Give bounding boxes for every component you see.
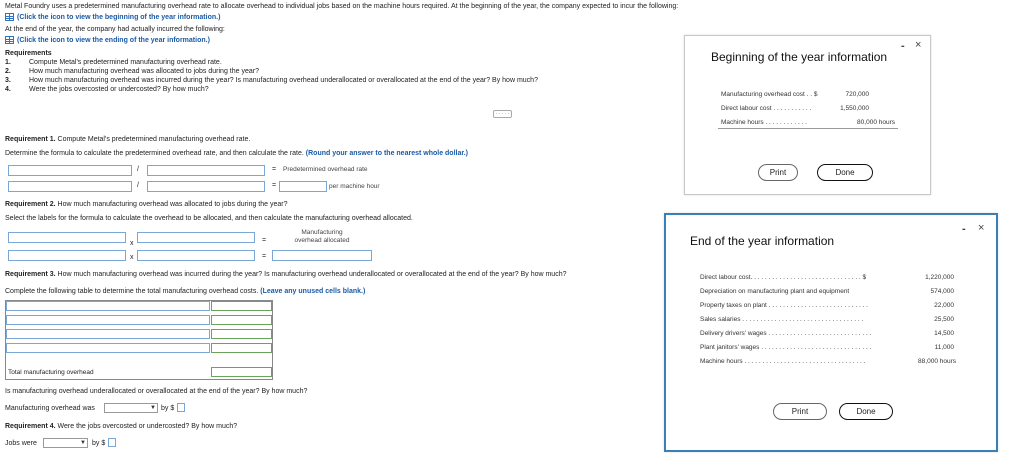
req4-answer-label: Jobs were xyxy=(5,440,37,447)
over-under-dropdown[interactable] xyxy=(104,403,158,413)
info-row-value: 88,000 hours xyxy=(918,358,956,365)
info-row-label: Direct labour cost . . . . . . . . . . . xyxy=(721,105,812,112)
close-icon[interactable]: × xyxy=(978,222,985,234)
req1-instructions: Determine the formula to calculate the predetermined overhead rate, and then calculate the rate. (Round your answer to the nearest whole dollar.) xyxy=(5,150,468,157)
over-under-costed-dropdown[interactable] xyxy=(43,438,88,448)
table-row[interactable] xyxy=(211,301,272,311)
table-row[interactable] xyxy=(211,329,272,339)
info-row-label: Plant janitors' wages . . . . . . . . . . . . . . . . . . . . . . . . . . . . . . . xyxy=(700,344,872,351)
req2-label-input-1[interactable] xyxy=(8,232,126,243)
total-overhead-input[interactable] xyxy=(211,367,272,377)
beginning-info-dialog xyxy=(684,35,931,195)
link-beginning[interactable] xyxy=(5,13,220,21)
req1-denominator-label-input[interactable] xyxy=(147,165,265,176)
times-sign: x xyxy=(130,254,134,261)
table-row[interactable] xyxy=(211,315,272,325)
dialog-title: Beginning of the year information xyxy=(711,50,888,64)
equals-sign: = xyxy=(262,253,267,260)
close-icon[interactable]: × xyxy=(915,39,922,51)
link-beginning-label[interactable]: (Click the icon to view the beginning of the year information.) xyxy=(17,13,221,21)
info-row-value: 22,000 xyxy=(934,302,954,309)
requirement-item-1: 1. Compute Metal's predetermined manufacturing overhead rate. xyxy=(5,59,222,66)
info-row-label: Direct labour cost. . . . . . . . . . . . . . . . . . . . . . . . . . . . . . . $ xyxy=(700,274,867,281)
req2-result-input[interactable] xyxy=(272,250,372,261)
info-row-value: 1,220,000 xyxy=(925,274,954,281)
req1-numerator-value-input[interactable] xyxy=(8,181,132,192)
equals-sign: = xyxy=(262,237,267,244)
print-button[interactable]: Print xyxy=(773,403,827,420)
info-row-label: Depreciation on manufacturing plant and equipment xyxy=(700,288,850,295)
ending-info-dialog xyxy=(664,213,998,452)
print-button[interactable]: Print xyxy=(758,164,798,181)
req3-question: Is manufacturing overhead underallocated or overallocated at the end of the year? By how much? xyxy=(5,388,308,395)
info-row-value: 80,000 hours xyxy=(857,119,895,126)
link-ending-label[interactable]: (Click the icon to view the ending of the year information.) xyxy=(17,36,210,44)
info-row-label: Delivery drivers' wages . . . . . . . . . . . . . . . . . . . . . . . . . . . . . xyxy=(700,330,872,337)
info-row-value: 1,550,000 xyxy=(840,105,869,112)
req1-result-label: Predetermined overhead rate xyxy=(283,166,368,173)
minimize-icon[interactable]: - xyxy=(962,223,966,235)
info-row-value: 14,500 xyxy=(934,330,954,337)
info-row-label: Manufacturing overhead cost . . $ xyxy=(721,91,818,98)
req2-result-label: Manufacturing overhead allocated xyxy=(294,229,350,244)
done-button[interactable]: Done xyxy=(817,164,873,181)
divide-sign: / xyxy=(137,182,139,189)
table-row[interactable] xyxy=(6,343,210,353)
times-sign: x xyxy=(130,240,134,247)
info-row-value: 720,000 xyxy=(845,91,869,98)
req2-value-input-1[interactable] xyxy=(8,250,126,261)
req1-rate-input[interactable] xyxy=(279,181,327,192)
equals-sign: = xyxy=(272,166,277,173)
info-row-value: 11,000 xyxy=(934,344,954,351)
info-row-label: Property taxes on plant . . . . . . . . . . . . . . . . . . . . . . . . . . . . xyxy=(700,302,868,309)
chevron-down-icon[interactable]: ▼ xyxy=(80,440,86,446)
info-row-label: Sales salaries . . . . . . . . . . . . . . . . . . . . . . . . . . . . . . . . . . xyxy=(700,316,864,323)
info-row-value: 25,500 xyxy=(934,316,954,323)
req1-unit-label: per machine hour xyxy=(329,183,380,190)
done-button[interactable]: Done xyxy=(839,403,893,420)
chevron-down-icon[interactable]: ▼ xyxy=(150,405,156,411)
equals-sign: = xyxy=(272,182,277,189)
link-ending[interactable] xyxy=(5,36,210,44)
dialog-title: End of the year information xyxy=(690,234,835,248)
req4-by-label: by $ xyxy=(92,440,106,447)
req2-label-input-2[interactable] xyxy=(137,232,255,243)
req3-instructions: Complete the following table to determine the total manufacturing overhead costs. (Leave any unused cells blank.) xyxy=(5,288,366,295)
info-row-label: Machine hours . . . . . . . . . . . . . . . . . . . . . . . . . . . . . . . . . . xyxy=(700,358,866,365)
total-overhead-label: Total manufacturing overhead xyxy=(8,369,94,376)
table-row[interactable] xyxy=(6,329,210,339)
info-row-label: Machine hours . . . . . . . . . . . . xyxy=(721,119,807,126)
requirement-item-2: 2. How much manufacturing overhead was allocated to jobs during the year? xyxy=(5,68,259,75)
table-icon[interactable] xyxy=(5,36,14,44)
table-icon[interactable] xyxy=(5,13,14,21)
intro-text: Metal Foundry uses a predetermined manufacturing overhead rate to allocate overhead to individual jobs based on the machine hours required. At the beginning of the year, the company expected to incur the following: xyxy=(5,3,679,10)
req3-heading: Requirement 3. How much manufacturing overhead was incurred during the year? Is manufacturing overhead underallocated or overallocated at the end of the year? By how much? xyxy=(5,271,567,278)
req4-heading: Requirement 4. Were the jobs overcosted or undercosted? By how much? xyxy=(5,423,238,430)
req3-by-label: by $ xyxy=(161,405,175,412)
mid-text: At the end of the year, the company had actually incurred the following: xyxy=(5,26,225,33)
table-row[interactable] xyxy=(6,301,210,311)
req3-answer-label: Manufacturing overhead was xyxy=(5,405,95,412)
requirements-heading: Requirements xyxy=(5,50,52,57)
minimize-icon[interactable]: - xyxy=(901,40,905,52)
info-row-value: 574,000 xyxy=(930,288,954,295)
req1-numerator-label-input[interactable] xyxy=(8,165,132,176)
table-row[interactable] xyxy=(211,343,272,353)
req2-value-input-2[interactable] xyxy=(137,250,255,261)
collapse-toggle[interactable]: · · · · · xyxy=(493,110,512,118)
req2-instructions: Select the labels for the formula to calculate the overhead to be allocated, and then calculate the manufacturing overhead allocated. xyxy=(5,215,413,222)
req1-denominator-value-input[interactable] xyxy=(147,181,265,192)
req2-heading: Requirement 2. How much manufacturing overhead was allocated to jobs during the year? xyxy=(5,201,288,208)
divider xyxy=(718,128,898,129)
req1-heading: Requirement 1. Compute Metal's predetermined manufacturing overhead rate. xyxy=(5,136,251,143)
requirement-item-4: 4. Were the jobs overcosted or undercosted? By how much? xyxy=(5,86,209,93)
table-row[interactable] xyxy=(6,315,210,325)
requirement-item-3: 3. How much manufacturing overhead was incurred during the year? Is manufacturing overhead underallocated or overallocated at the end of the year? By how much? xyxy=(5,77,538,84)
req3-amount-input[interactable] xyxy=(177,403,185,412)
req4-amount-input[interactable] xyxy=(108,438,116,447)
divide-sign: / xyxy=(137,166,139,173)
